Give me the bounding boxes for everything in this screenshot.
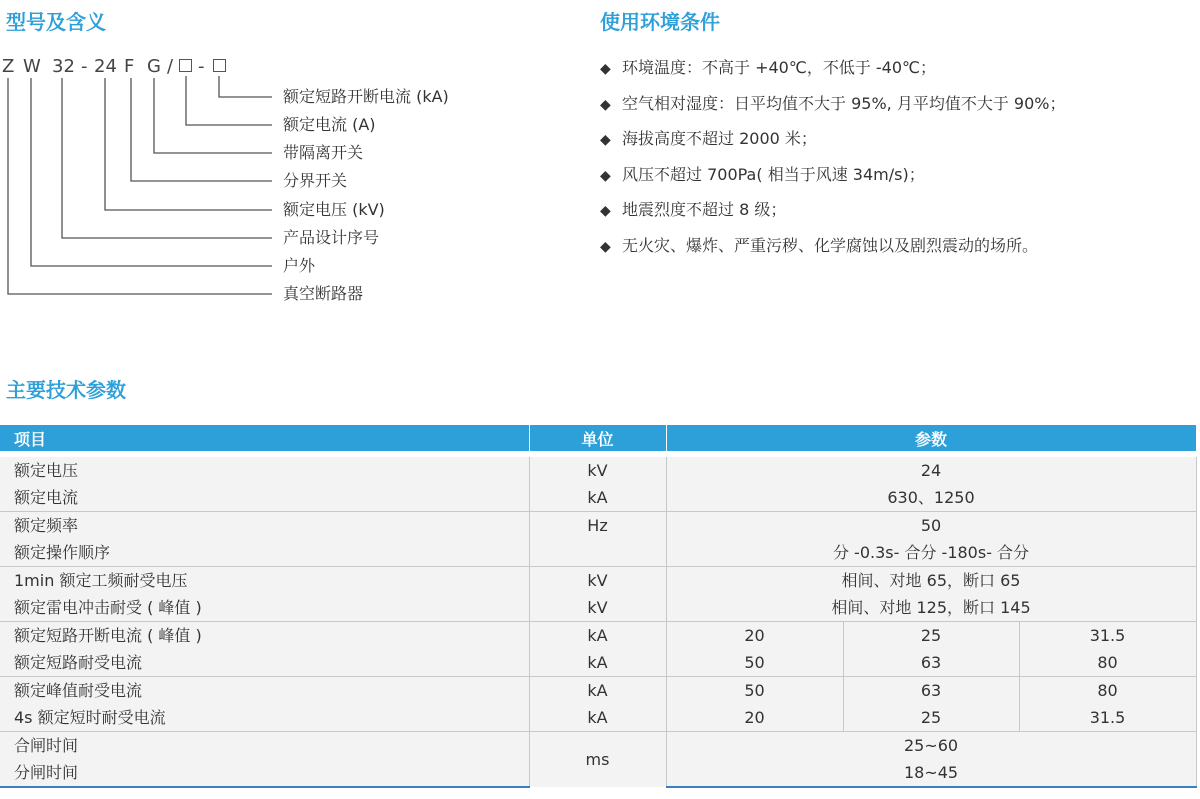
table-row: 合闸时间 ms 25~60 (0, 732, 1196, 760)
table-row: 额定峰值耐受电流 kA 50 63 80 (0, 677, 1196, 705)
table-row: 1min 额定工频耐受电压 kV 相间、对地 65，断口 65 (0, 567, 1196, 595)
diamond-bullet-icon: ◆ (600, 61, 611, 77)
env-item: ◆ 海拔高度不超过 2000 米； (600, 123, 1065, 159)
table-row: 4s 额定短时耐受电流 kA 20 25 31.5 (0, 704, 1196, 732)
env-item: ◆ 风压不超过 700Pa( 相当于风速 34m/s)； (600, 159, 1065, 195)
desc-design-serial: 产品设计序号 (283, 228, 380, 247)
table-row: 额定频率 Hz 50 (0, 512, 1196, 540)
code-slash: / (167, 56, 174, 77)
tech-section-title: 主要技术参数 (6, 378, 126, 402)
desc-rated-voltage: 额定电压 (kV) (283, 200, 385, 219)
env-item: ◆ 环境温度：不高于 +40℃，不低于 -40℃； (600, 52, 1065, 88)
desc-breaking-current: 额定短路开断电流 (kA) (283, 87, 449, 106)
leader-line-6 (62, 78, 272, 238)
env-section-title: 使用环境条件 (600, 10, 720, 34)
leader-line-2 (186, 76, 272, 125)
leader-line-3 (154, 78, 272, 153)
leader-line-8 (8, 78, 272, 294)
table-row: 额定电压 kV 24 (0, 457, 1196, 484)
code-z: Z (2, 56, 15, 77)
header-params: 参数 (666, 425, 1196, 451)
desc-isolating-switch: 带隔离开关 (283, 143, 364, 162)
diamond-bullet-icon: ◆ (600, 203, 611, 219)
table-row: 额定电流 kA 630、1250 (0, 484, 1196, 512)
code-w: W (23, 56, 41, 77)
env-list (600, 52, 1065, 265)
spec-table (0, 425, 1197, 788)
desc-rated-current: 额定电流 (A) (283, 115, 376, 134)
code-24: 24 (94, 56, 117, 77)
code-32: 32 (52, 56, 75, 77)
table-row: 额定操作顺序 分 -0.3s- 合分 -180s- 合分 (0, 539, 1196, 567)
diamond-bullet-icon: ◆ (600, 96, 611, 113)
code-dash-1: - (81, 56, 88, 77)
diamond-bullet-icon: ◆ (600, 132, 611, 148)
code-f: F (124, 56, 135, 77)
desc-vacuum-breaker: 真空断路器 (283, 284, 364, 303)
table-row: 额定雷电冲击耐受 ( 峰值 ) kV 相间、对地 125，断口 145 (0, 594, 1196, 622)
table-header-row (0, 425, 1196, 451)
code-dash-2: - (198, 56, 205, 77)
env-item: ◆ 地震烈度不超过 8 级； (600, 194, 1065, 230)
desc-boundary-switch: 分界开关 (283, 171, 348, 190)
model-section-title: 型号及含义 (6, 10, 106, 34)
table-row: 额定短路开断电流 ( 峰值 ) kA 20 25 31.5 (0, 622, 1196, 650)
leader-lines (0, 0, 520, 320)
leader-line-1 (219, 76, 272, 97)
table-row: 额定短路耐受电流 kA 50 63 80 (0, 649, 1196, 677)
code-g: G (147, 56, 161, 77)
leader-line-5 (105, 78, 272, 210)
header-item: 项目 (0, 425, 529, 451)
leader-line-4 (131, 78, 272, 181)
env-item: ◆ 空气相对湿度：日平均值不大于 95%, 月平均值不大于 90%； (600, 88, 1065, 124)
model-code-diagram (0, 0, 520, 320)
diamond-bullet-icon: ◆ (600, 167, 611, 184)
table-row: 分闸时间 18~45 (0, 759, 1196, 787)
diamond-bullet-icon: ◆ (600, 238, 611, 255)
desc-outdoor: 户外 (283, 256, 316, 275)
env-item: ◆ 无火灾、爆炸、严重污秽、化学腐蚀以及剧烈震动的场所。 (600, 230, 1065, 266)
header-unit: 单位 (529, 425, 666, 451)
